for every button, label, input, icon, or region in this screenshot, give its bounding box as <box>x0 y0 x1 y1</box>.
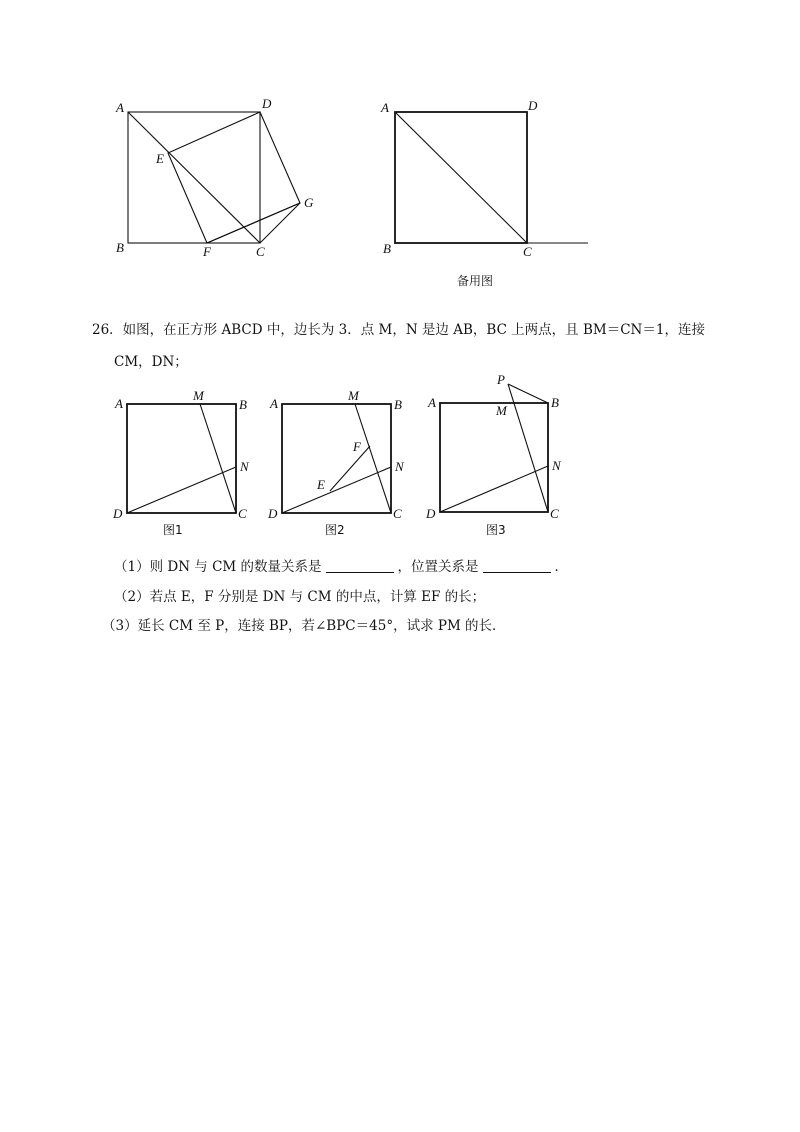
question-1-part2: ，位置关系是 <box>397 559 479 575</box>
backup-label-d: D <box>528 98 538 113</box>
fig2-label-b: B <box>394 397 402 412</box>
fig2-label-e: E <box>317 477 325 492</box>
fig3-square <box>440 403 548 512</box>
figure-3 <box>425 372 562 537</box>
fig1-segment-dn <box>127 467 236 513</box>
label-f: F <box>203 244 211 259</box>
fig1-label-m: M <box>193 388 204 403</box>
question-1-end: ． <box>554 559 569 575</box>
answer-blank-quantity[interactable] <box>326 559 394 573</box>
fig2-label-m: M <box>348 388 359 403</box>
fig2-label-c: C <box>393 506 402 521</box>
backup-label-a: A <box>381 100 389 115</box>
backup-label-c: C <box>523 244 532 259</box>
problem-26-intro-line2: CM，DN； <box>114 354 188 370</box>
fig2-label-f: F <box>353 439 361 454</box>
question-1 <box>114 555 568 575</box>
label-d: D <box>262 96 272 111</box>
fig3-segment-dn <box>440 466 548 512</box>
fig1-label-d: D <box>113 506 123 521</box>
figure-1 <box>112 388 250 537</box>
fig2-label-a: A <box>270 396 278 411</box>
fig3-label-b: B <box>551 395 559 410</box>
backup-diagonal <box>395 112 527 243</box>
question-1-part1: （1）则 DN 与 CM 的数量关系是 <box>114 559 322 575</box>
question-3: （3）延长 CM 至 P，连接 BP，若∠BPC＝45°，试求 PM 的长． <box>102 618 506 634</box>
fig2-caption: 图2 <box>325 523 345 537</box>
label-c: C <box>256 244 265 259</box>
fig3-label-n: N <box>552 458 561 473</box>
fig3-segment-pb <box>508 384 548 403</box>
fig3-label-a: A <box>428 395 436 410</box>
fig3-caption: 图3 <box>486 523 506 537</box>
label-g: G <box>304 195 314 210</box>
fig2-label-n: N <box>395 459 404 474</box>
fig1-square <box>127 404 236 513</box>
answer-blank-position[interactable] <box>483 559 551 573</box>
fig3-label-m: M <box>496 403 507 418</box>
problem-26-intro-line1: 26．如图，在正方形 ABCD 中，边长为 3．点 M，N 是边 AB，BC 上两点，且 BM＝CN＝1，连接 <box>92 322 705 338</box>
fig1-label-b: B <box>239 397 247 412</box>
question-2: （2）若点 E，F 分别是 DN 与 CM 的中点，计算 EF 的长； <box>114 589 486 605</box>
segment-cg <box>260 203 300 243</box>
top-backup-figure <box>380 98 588 288</box>
fig2-square <box>282 404 391 513</box>
fig2-segment-cm <box>355 404 391 513</box>
fig1-label-n: N <box>240 459 249 474</box>
fig2-segment-dn <box>282 467 391 513</box>
fig1-label-c: C <box>238 506 247 521</box>
figure-2 <box>267 388 405 537</box>
fig3-label-p: P <box>497 372 505 387</box>
fig1-label-a: A <box>115 396 123 411</box>
label-e: E <box>156 151 164 166</box>
top-main-figure <box>115 96 314 259</box>
fig1-segment-cm <box>200 404 236 513</box>
fig1-caption: 图1 <box>163 523 183 537</box>
backup-label-b: B <box>383 241 391 256</box>
fig3-label-d: D <box>426 506 436 521</box>
backup-caption: 备用图 <box>457 274 494 288</box>
fig3-label-c: C <box>550 506 559 521</box>
label-a: A <box>116 100 124 115</box>
label-b: B <box>116 240 124 255</box>
diagonal-ac <box>128 112 260 243</box>
fig2-label-d: D <box>268 506 278 521</box>
